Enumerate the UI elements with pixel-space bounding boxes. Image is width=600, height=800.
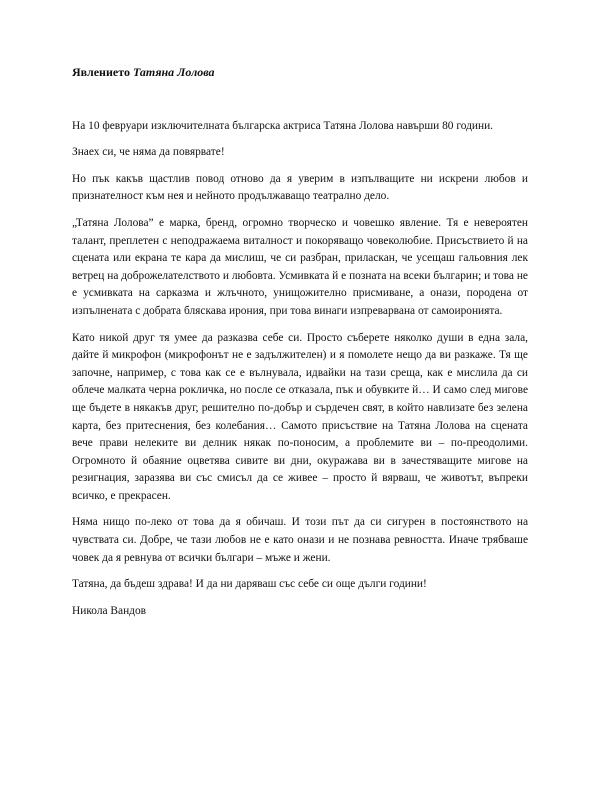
paragraph-love: Няма нищо по-леко от това да я обичаш. И този път да си сигурен в постоянството на чувствата си. Добре, че тази любов не е като онази и не познава ревността. Иначе трябваше човек да я ревнува от всички българи – мъже и жени. xyxy=(72,516,528,564)
paragraph-storyteller: Като никой друг тя умее да разказва себе си. Просто съберете няколко души в една зала, дайте й микрофон (микрофонът не е задължителен) и я помолете нещо да ви разкаже. Тя ще започне, например, с това как се е вълнувала, идвайки на тази среща, как е мислила да си облече малката черна рокличка, но после се отказала, пък и обувките й… И само след мигове ще бъдете в някакъв друг, решително по-добър и сърдечен свят, в който навлизате без зелена карта, без притеснения, без колебания… Самото присъствие на Татяна Лолова на сцената вече прави нелеките ви делник някак по-поносим, а проблемите ви – по-преодолими. Огромното й обаяние оцветява сивите ви дни, окуражава ви в зачестяващите мигове на резигнация, заразява ви със смисъл да се живее – просто й вярваш, че животът, въпреки всичко, е прекрасен. xyxy=(72,331,528,502)
title-name: Татяна Лолова xyxy=(132,65,215,79)
document-page xyxy=(72,64,528,629)
paragraph-brand: „Татяна Лолова” е марка, бренд, огромно творческо и човешко явление. Тя е невероятен талант, преплетен с неподражаема виталност и покоряващо човеколюбие. Присъствието й на сцената или екрана те кара да мислиш, че си разбран, приласкан, че усещаш гальовния лек ветрец на доброжелателството и любовта. Усмивката й е позната на всеки българин; и това не е усмивката на сарказма и жлъчното, унищожително присмиване, а онази, породена от изпълнената с добрата бляскава ирония, при това винаги изпреварвана от самоиронията. xyxy=(72,216,528,317)
paragraph-surprise: Знаех си, че няма да повярвате! xyxy=(72,146,225,159)
paragraph-occasion: Но пък какъв щастлив повод отново да я уверим в изпълващите ни искрени любов и признателност към нея и нейното продължаващо театрално дело. xyxy=(72,172,528,203)
paragraph-wishes: Татяна, да бъдеш здрава! И да ни даряваш със себе си още дълги години! xyxy=(72,578,427,591)
author-signature: Никола Вандов xyxy=(72,604,147,617)
title-prefix: Явлението xyxy=(72,65,130,79)
paragraph-anniversary: На 10 февруари изключителната българска актриса Татяна Лолова навърши 80 години. xyxy=(72,119,494,132)
document-title xyxy=(72,64,528,82)
